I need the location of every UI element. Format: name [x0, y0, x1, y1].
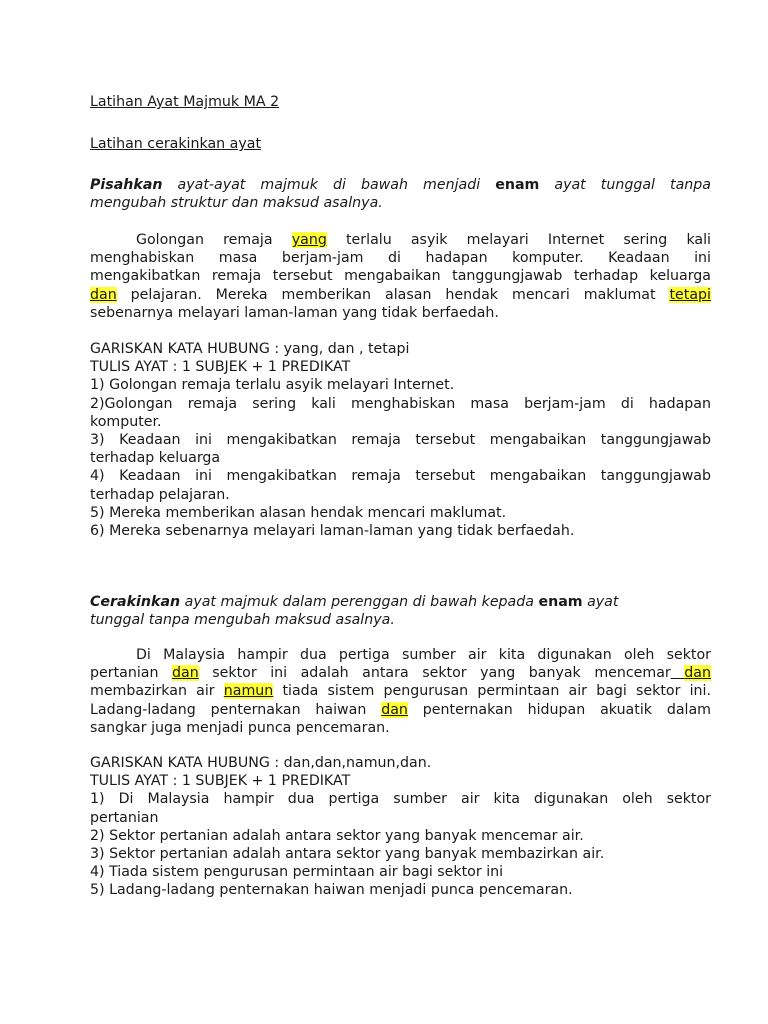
- paragraph-text: pertanian: [90, 665, 172, 682]
- answer-item: 2) Sektor pertanian adalah antara sektor yang banyak mencemar air.: [90, 827, 584, 844]
- underline-gap: [671, 665, 685, 681]
- instruction-line: mengubah struktur dan maksud asalnya.: [90, 195, 383, 212]
- answer-item: 1) Golongan remaja terlalu asyik melayari Internet.: [90, 377, 455, 394]
- paragraph-line: menghabiskan masa berjam-jam di hadapan komputer. Keadaan ini: [90, 250, 711, 267]
- instruction-count: enam: [495, 177, 540, 193]
- instruction-line: tunggal tanpa mengubah maksud asalnya.: [90, 612, 395, 629]
- paragraph-text: sektor ini adalah antara sektor yang banyak mencemar: [198, 665, 671, 682]
- title-text: Latihan Ayat Majmuk MA 2: [90, 94, 280, 110]
- answer-item: 2)Golongan remaja sering kali menghabiskan masa berjam-jam di hadapan: [90, 395, 711, 412]
- paragraph-line: [90, 701, 711, 719]
- instruction-count: enam: [538, 594, 583, 610]
- instruction-text: ayat-ayat majmuk di bawah menjadi: [162, 177, 496, 193]
- answer-item: 3) Keadaan ini mengakibatkan remaja tersebut mengabaikan tanggungjawab: [90, 432, 711, 449]
- answer-item: 6) Mereka sebenarnya melayari laman-laman yang tidak berfaedah.: [90, 523, 575, 540]
- instruction-text: ayat: [582, 594, 619, 610]
- answer-item: 1) Di Malaysia hampir dua pertiga sumber air kita digunakan oleh sektor: [90, 791, 711, 808]
- conjunction-highlight: dan: [381, 701, 408, 718]
- paragraph-line: sangkar juga menjadi punca pencemaran.: [90, 719, 390, 736]
- paragraph-text: Ladang-ladang penternakan haiwan: [90, 701, 382, 718]
- section1-instruction: [90, 176, 711, 212]
- paragraph-line: [90, 231, 711, 249]
- instruction-keyword: Pisahkan: [90, 177, 163, 193]
- conjunction-highlight: dan: [684, 665, 711, 682]
- answer-item: 4) Keadaan ini mengakibatkan remaja tersebut mengabaikan tanggungjawab: [90, 468, 711, 485]
- section2-instruction: [90, 593, 660, 629]
- section1-paragraph: [90, 231, 711, 322]
- answer-item: terhadap pelajaran.: [90, 486, 230, 503]
- tulis-ayat-label: TULIS AYAT : 1 SUBJEK + 1 PREDIKAT: [90, 359, 351, 376]
- paragraph-line: sebenarnya melayari laman-laman yang tidak berfaedah.: [90, 304, 499, 321]
- instruction-text: ayat tunggal tanpa: [539, 177, 711, 193]
- paragraph-text: Golongan remaja: [136, 232, 292, 248]
- paragraph-text: pelajaran. Mereka memberikan alasan hendak mencari maklumat: [116, 286, 670, 303]
- tulis-ayat-label: TULIS AYAT : 1 SUBJEK + 1 PREDIKAT: [90, 773, 351, 790]
- answer-item: komputer.: [90, 413, 162, 430]
- conjunction-highlight: dan: [90, 286, 117, 303]
- section1-answers: [90, 340, 711, 540]
- paragraph-line: [90, 664, 711, 682]
- instruction-line: [90, 176, 711, 194]
- paragraph-text: penternakan hidupan akuatik dalam: [407, 701, 711, 718]
- paragraph-line: [90, 286, 711, 304]
- document-title: [90, 93, 711, 111]
- paragraph-text: membazirkan air: [90, 683, 224, 700]
- conjunction-highlight: namun: [223, 683, 274, 700]
- paragraph-text: Di Malaysia hampir dua pertiga sumber air kita digunakan oleh sektor: [136, 647, 711, 663]
- answer-item: 5) Mereka memberikan alasan hendak mencari maklumat.: [90, 504, 507, 521]
- answer-item: terhadap keluarga: [90, 450, 221, 467]
- answer-item: 5) Ladang-ladang penternakan haiwan menjadi punca pencemaran.: [90, 882, 573, 899]
- kata-hubung-label: GARISKAN KATA HUBUNG : dan,dan,namun,dan.: [90, 755, 432, 771]
- answer-item: pertanian: [90, 809, 159, 826]
- paragraph-line: mengakibatkan remaja tersebut mengabaikan tanggungjawab terhadap keluarga: [90, 268, 711, 285]
- answer-item: 4) Tiada sistem pengurusan permintaan air bagi sektor ini: [90, 864, 504, 881]
- conjunction-highlight: dan: [172, 665, 199, 682]
- document-subtitle: [90, 135, 711, 153]
- instruction-keyword: Cerakinkan: [90, 594, 181, 610]
- subtitle-text: Latihan cerakinkan ayat: [90, 136, 262, 152]
- conjunction-highlight: tetapi: [669, 286, 711, 303]
- paragraph-line: [90, 646, 711, 664]
- paragraph-line: [90, 682, 711, 700]
- section2-paragraph: [90, 646, 711, 737]
- instruction-text: ayat majmuk dalam perenggan di bawah kepada: [180, 594, 539, 610]
- instruction-line: [90, 593, 660, 611]
- paragraph-text: terlalu asyik melayari Internet sering kali: [326, 232, 712, 248]
- conjunction-highlight: yang: [291, 232, 327, 248]
- paragraph-text: tiada sistem pengurusan permintaan air bagi sektor ini.: [273, 683, 711, 700]
- section2-answers: [90, 754, 711, 900]
- kata-hubung-label: GARISKAN KATA HUBUNG : yang, dan , tetapi: [90, 341, 410, 357]
- answer-item: 3) Sektor pertanian adalah antara sektor yang banyak membazirkan air.: [90, 846, 605, 863]
